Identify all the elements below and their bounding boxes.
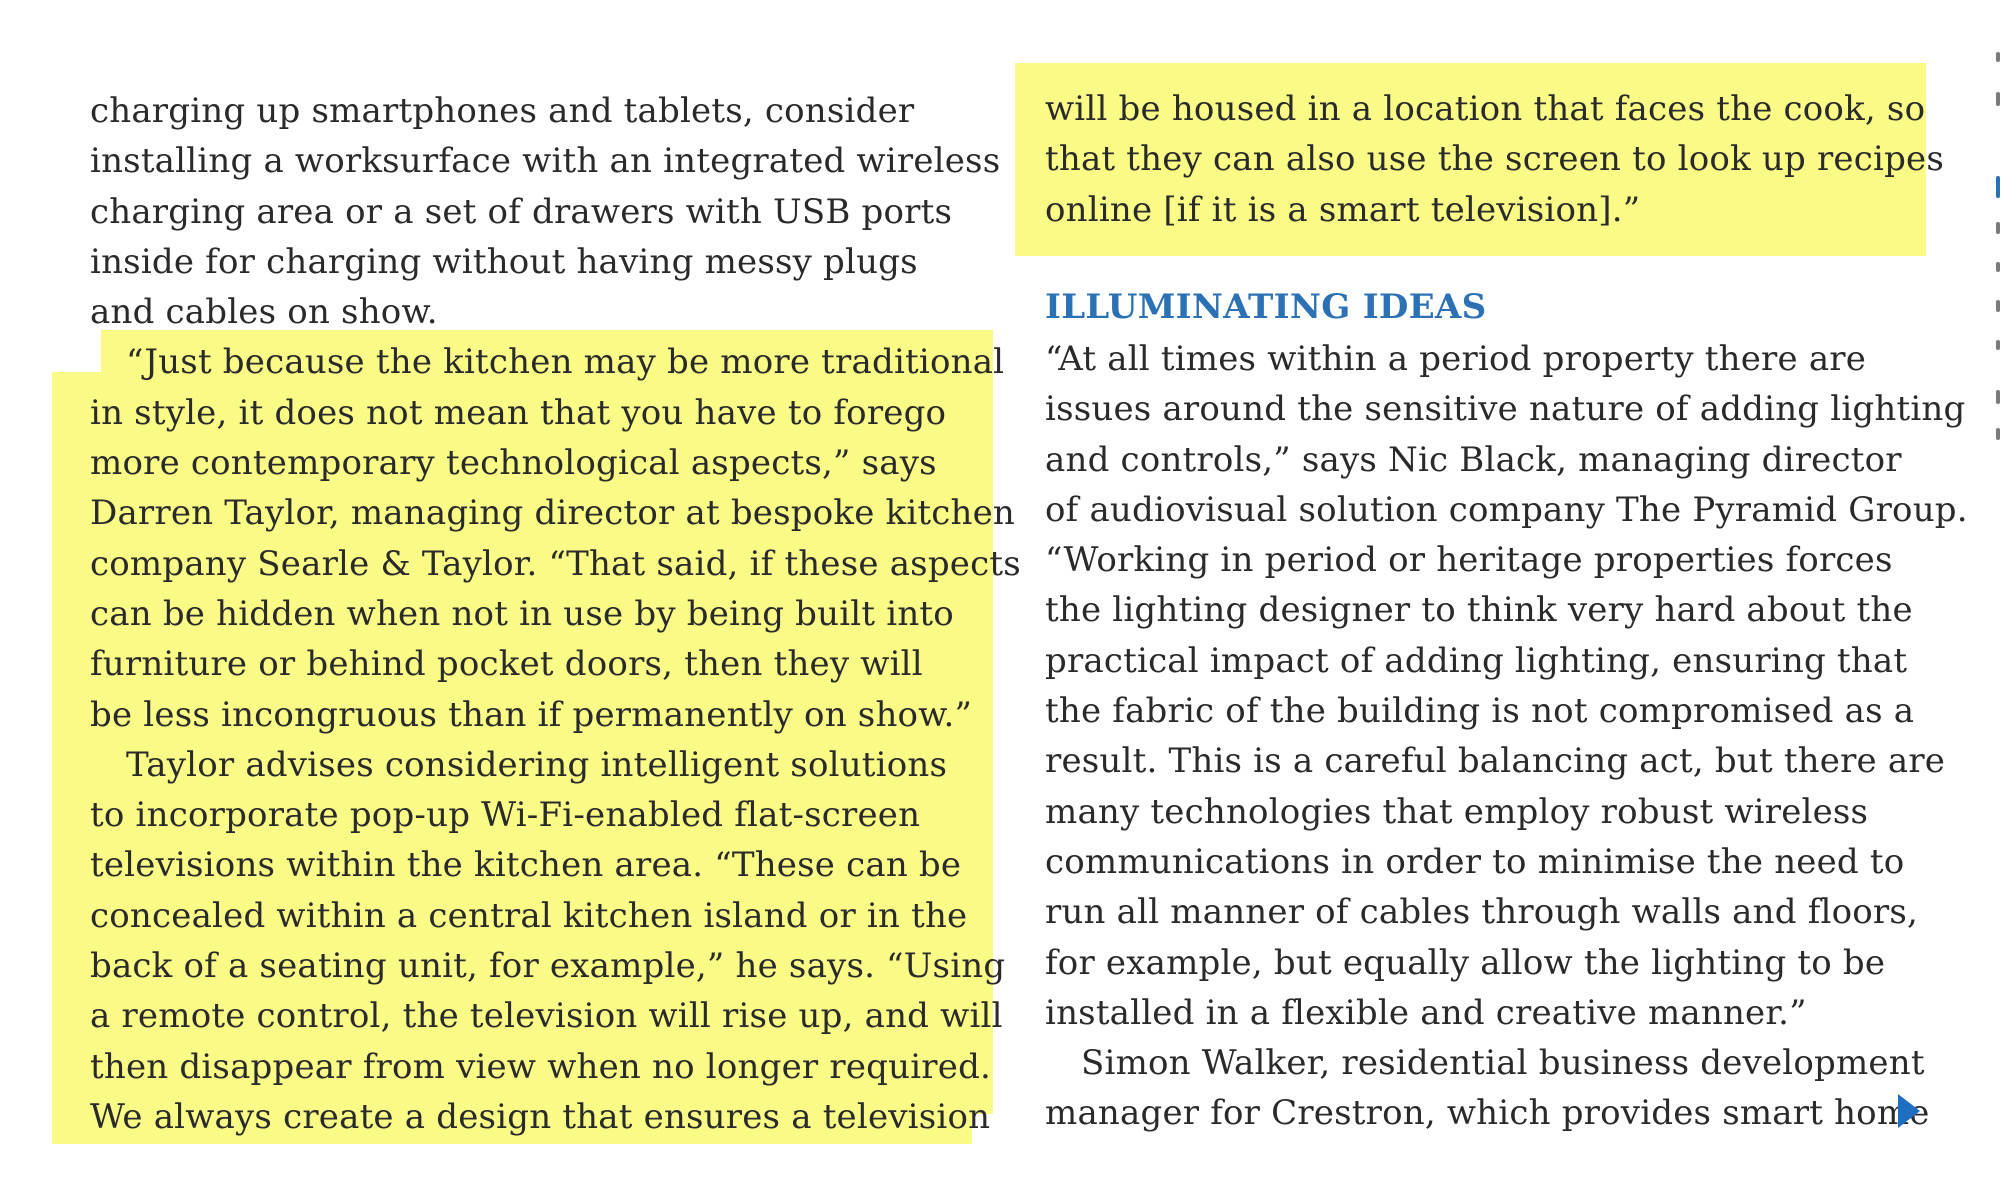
body-text-line: a remote control, the television will rise up, and will: [90, 996, 1003, 1037]
body-text-line: charging up smartphones and tablets, consider: [90, 91, 915, 131]
body-text-line: online [if it is a smart television].”: [1045, 189, 1641, 230]
body-text-line: “Just because the kitchen may be more traditional: [126, 342, 1005, 383]
body-text-line: many technologies that employ robust wireless: [1045, 791, 1869, 832]
body-text-line: can be hidden when not in use by being built into: [90, 593, 954, 634]
body-text-line: for example, but equally allow the lighting to be: [1045, 942, 1886, 983]
body-text-line: the lighting designer to think very hard about the: [1045, 590, 1913, 631]
body-text-line: run all manner of cables through walls and floors,: [1045, 892, 1919, 933]
left-column: [90, 86, 1021, 1142]
body-text-line: We always create a design that ensures a television: [90, 1096, 991, 1137]
right-column-top: [1045, 84, 1944, 235]
body-text-line: back of a seating unit, for example,” he says. “Using: [90, 946, 1006, 987]
body-text-line: of audiovisual solution company The Pyramid Group.: [1045, 489, 1968, 530]
body-text-line: will be housed in a location that faces the cook, so: [1045, 89, 1926, 129]
body-text-line: Simon Walker, residential business development: [1081, 1043, 1925, 1084]
continue-arrow-icon: [1898, 1094, 1920, 1128]
body-text-line: furniture or behind pocket doors, then they will: [90, 644, 923, 685]
body-text-line: inside for charging without having messy plugs: [90, 241, 918, 282]
body-text-line: be less incongruous than if permanently on show.”: [90, 694, 973, 735]
body-text-line: “Working in period or heritage properties forces: [1045, 540, 1893, 581]
body-text-line: concealed within a central kitchen island or in the: [90, 895, 968, 936]
body-text-line: to incorporate pop-up Wi-Fi-enabled flat-screen: [90, 795, 921, 836]
body-text-line: installed in a flexible and creative manner.”: [1045, 992, 1807, 1033]
right-column-body: [1045, 334, 1968, 1139]
body-text-line: result. This is a careful balancing act, but there are: [1045, 741, 1946, 782]
body-text-line: manager for Crestron, which provides smart home: [1045, 1093, 1930, 1134]
body-text-line: the fabric of the building is not compromised as a: [1045, 691, 1915, 732]
body-text-line: and cables on show.: [90, 292, 438, 333]
body-text-line: practical impact of adding lighting, ensuring that: [1045, 640, 1908, 681]
body-text-line: in style, it does not mean that you have to forego: [90, 392, 947, 433]
body-text-line: company Searle & Taylor. “That said, if these aspects: [90, 543, 1021, 584]
body-text-line: that they can also use the screen to look up recipes: [1045, 139, 1944, 180]
body-text-line: Taylor advises considering intelligent solutions: [126, 744, 948, 785]
section-heading: ILLUMINATING IDEAS: [1045, 287, 1487, 327]
body-text-line: and controls,” says Nic Black, managing director: [1045, 439, 1902, 480]
body-text-line: more contemporary technological aspects,” says: [90, 443, 937, 484]
body-text-line: “At all times within a period property there are: [1045, 339, 1867, 379]
body-text-line: charging area or a set of drawers with USB ports: [90, 191, 953, 232]
body-text-line: televisions within the kitchen area. “These can be: [90, 845, 962, 886]
body-text-line: then disappear from view when no longer required.: [90, 1046, 992, 1087]
body-text-line: Darren Taylor, managing director at bespoke kitchen: [90, 493, 1016, 534]
body-text-line: communications in order to minimise the need to: [1045, 841, 1905, 882]
page-edge-marks: [1992, 0, 2003, 1192]
body-text-line: issues around the sensitive nature of adding lighting: [1045, 389, 1966, 430]
body-text-line: installing a worksurface with an integrated wireless: [90, 141, 1001, 182]
